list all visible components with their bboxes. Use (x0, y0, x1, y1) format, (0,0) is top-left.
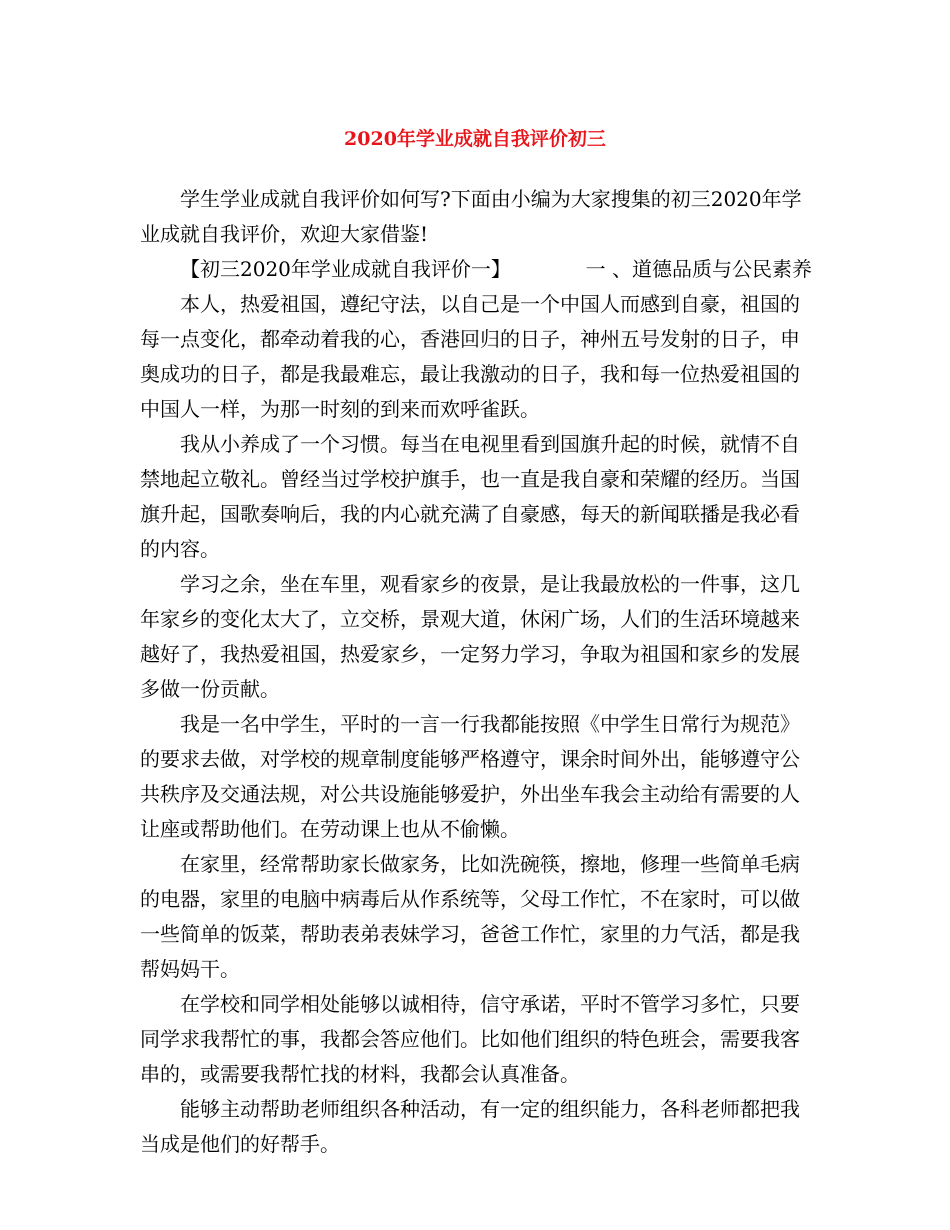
section-bracket-label: 【初三2020年学业成就自我评价一】 (180, 257, 511, 281)
document-body (140, 182, 812, 1162)
intro-paragraph: 学生学业成就自我评价如何写?下面由小编为大家搜集的初三2020年学业成就自我评价，欢迎大家借鉴! (140, 187, 802, 246)
body-paragraph: 学习之余，坐在车里，观看家乡的夜景，是让我最放松的一件事，这几年家乡的变化太大了，立交桥，景观大道，休闲广场，人们的生活环境越来越好了，我热爱祖国，热爱家乡，一定努力学习，争取为祖国和家乡的发展多做一份贡献。 (140, 572, 800, 701)
section-heading-line (140, 252, 812, 287)
document-title: 2020年学业成就自我评价初三 (344, 128, 606, 150)
body-paragraph: 我从小养成了一个习惯。每当在电视里看到国旗升起的时候，就情不自禁地起立敬礼。曾经当过学校护旗手，也一直是我自豪和荣耀的经历。当国旗升起，国歌奏响后，我的内心就充满了自豪感，每天的新闻联播是我必看的内容。 (140, 432, 800, 561)
body-paragraph: 在家里，经常帮助家长做家务，比如洗碗筷，擦地，修理一些简单毛病的电器，家里的电脑中病毒后从作系统等，父母工作忙，不在家时，可以做一些简单的饭菜，帮助表弟表妹学习，爸爸工作忙，家里的力气活，都是我帮妈妈干。 (140, 852, 800, 981)
section-heading: 一 、道德品质与公民素养 (585, 257, 812, 281)
heading-spacer (511, 252, 546, 287)
body-paragraph: 我是一名中学生，平时的一言一行我都能按照《中学生日常行为规范》的要求去做，对学校的规章制度能够严格遵守，课余时间外出，能够遵守公共秩序及交通法规，对公共设施能够爱护，外出坐车我会主动给有需要的人让座或帮助他们。在劳动课上也从不偷懒。 (140, 712, 800, 841)
body-paragraph: 在学校和同学相处能够以诚相待，信守承诺，平时不管学习多忙，只要同学求我帮忙的事，我都会答应他们。比如他们组织的特色班会，需要我客串的，或需要我帮忙找的材料，我都会认真准备。 (140, 992, 800, 1086)
body-paragraph: 本人，热爱祖国，遵纪守法，以自己是一个中国人而感到自豪，祖国的每一点变化，都牵动着我的心，香港回归的日子，神州五号发射的日子，申奥成功的日子，都是我最难忘，最让我激动的日子，我和每一位热爱祖国的中国人一样，为那一时刻的到来而欢呼雀跃。 (140, 292, 800, 421)
body-paragraph: 能够主动帮助老师组织各种活动，有一定的组织能力，各科老师都把我当成是他们的好帮手。 (140, 1097, 800, 1156)
